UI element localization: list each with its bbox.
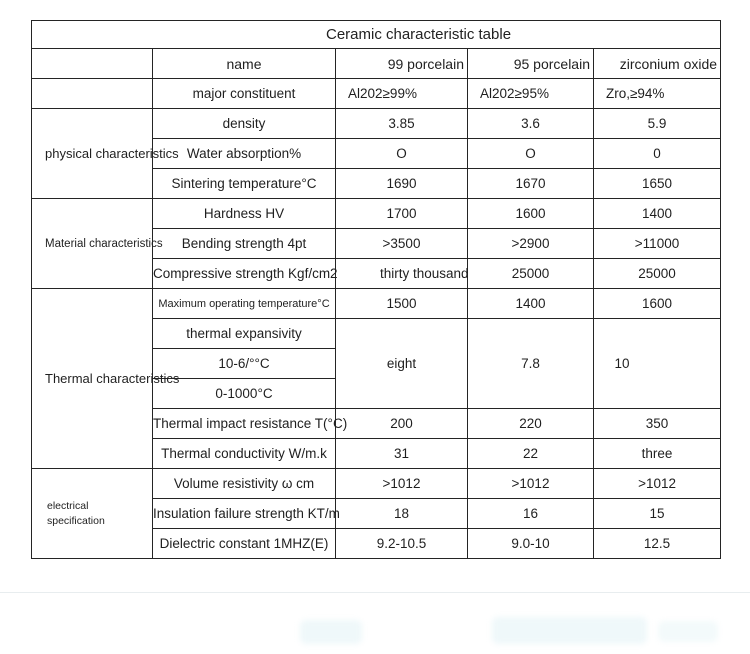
watermark-smudge xyxy=(492,617,647,644)
cell-value: Al202≥95% xyxy=(468,79,594,109)
title-row xyxy=(32,21,721,49)
row-label: Hardness HV xyxy=(153,199,336,229)
cell-value: 1400 xyxy=(594,199,721,229)
cell-value: 5.9 xyxy=(594,109,721,139)
cell-value: 220 xyxy=(468,409,594,439)
row-label: Water absorption% xyxy=(153,139,336,169)
cell-value: 1600 xyxy=(468,199,594,229)
cell-value: 200 xyxy=(336,409,468,439)
cell-value: 1600 xyxy=(594,289,721,319)
cell-value: 15 xyxy=(594,499,721,529)
empty-cell xyxy=(32,79,153,109)
cell-value: O xyxy=(336,139,468,169)
header-row xyxy=(32,49,721,79)
cell-value: 350 xyxy=(594,409,721,439)
empty-cell xyxy=(32,49,153,79)
row-label: Dielectric constant 1MHZ(E) xyxy=(153,529,336,559)
cell-value: >1012 xyxy=(594,469,721,499)
row-max-operating-temperature xyxy=(32,289,721,319)
group-label-physical: physical characteristics xyxy=(32,109,153,199)
cell-value: 1700 xyxy=(336,199,468,229)
cell-value: 1690 xyxy=(336,169,468,199)
row-label: Volume resistivity ω cm xyxy=(153,469,336,499)
column-header-95-porcelain: 95 porcelain xyxy=(468,49,594,79)
page-divider-line xyxy=(0,592,750,593)
group-label-thermal: Thermal characteristics xyxy=(32,289,153,469)
cell-value: 1650 xyxy=(594,169,721,199)
ceramic-table xyxy=(31,20,721,559)
row-label: Thermal conductivity W/m.k xyxy=(153,439,336,469)
cell-value: Zro,≥94% xyxy=(594,79,721,109)
row-volume-resistivity xyxy=(32,469,721,499)
cell-value: >11000 xyxy=(594,229,721,259)
cell-value: 18 xyxy=(336,499,468,529)
row-label: Compressive strength Kgf/cm2 xyxy=(153,259,336,289)
row-label: Maximum operating temperature°C xyxy=(153,289,336,319)
row-label: 0-1000°C xyxy=(153,379,336,409)
cell-value: 9.0-10 xyxy=(468,529,594,559)
watermark-smudge xyxy=(300,620,362,644)
cell-value: 1400 xyxy=(468,289,594,319)
group-label-electrical: electrical specification xyxy=(32,469,153,559)
cell-value: 25000 xyxy=(468,259,594,289)
row-label: Bending strength 4pt xyxy=(153,229,336,259)
cell-value: 22 xyxy=(468,439,594,469)
cell-value: 7.8 xyxy=(468,319,594,409)
row-label: Insulation failure strength KT/m xyxy=(153,499,336,529)
cell-value: 3.85 xyxy=(336,109,468,139)
row-label: major constituent xyxy=(153,79,336,109)
cell-value: three xyxy=(594,439,721,469)
row-label: density xyxy=(153,109,336,139)
row-hardness xyxy=(32,199,721,229)
cell-value: >2900 xyxy=(468,229,594,259)
cell-value: >1012 xyxy=(336,469,468,499)
group-label-material: Material characteristics xyxy=(32,199,153,289)
row-density xyxy=(32,109,721,139)
cell-value: 0 xyxy=(594,139,721,169)
cell-value: 1500 xyxy=(336,289,468,319)
column-header-name: name xyxy=(153,49,336,79)
watermark-smudge xyxy=(658,621,718,642)
cell-value: >1012 xyxy=(468,469,594,499)
cell-value: thirty thousand xyxy=(336,259,468,289)
cell-value: eight xyxy=(336,319,468,409)
cell-value: 16 xyxy=(468,499,594,529)
table-title: Ceramic characteristic table xyxy=(32,21,721,49)
column-header-zirconium-oxide: zirconium oxide xyxy=(594,49,721,79)
row-major-constituent xyxy=(32,79,721,109)
row-label: Sintering temperature°C xyxy=(153,169,336,199)
cell-value: 31 xyxy=(336,439,468,469)
cell-value: Al202≥99% xyxy=(336,79,468,109)
cell-value: 1670 xyxy=(468,169,594,199)
row-label: Thermal impact resistance T(°C) xyxy=(153,409,336,439)
cell-value: 12.5 xyxy=(594,529,721,559)
cell-value: 10 xyxy=(594,319,721,409)
cell-value: >3500 xyxy=(336,229,468,259)
row-label: 10-6/°°C xyxy=(153,349,336,379)
cell-value: O xyxy=(468,139,594,169)
cell-value: 3.6 xyxy=(468,109,594,139)
column-header-99-porcelain: 99 porcelain xyxy=(336,49,468,79)
cell-value: 25000 xyxy=(594,259,721,289)
row-label: thermal expansivity xyxy=(153,319,336,349)
cell-value: 9.2-10.5 xyxy=(336,529,468,559)
